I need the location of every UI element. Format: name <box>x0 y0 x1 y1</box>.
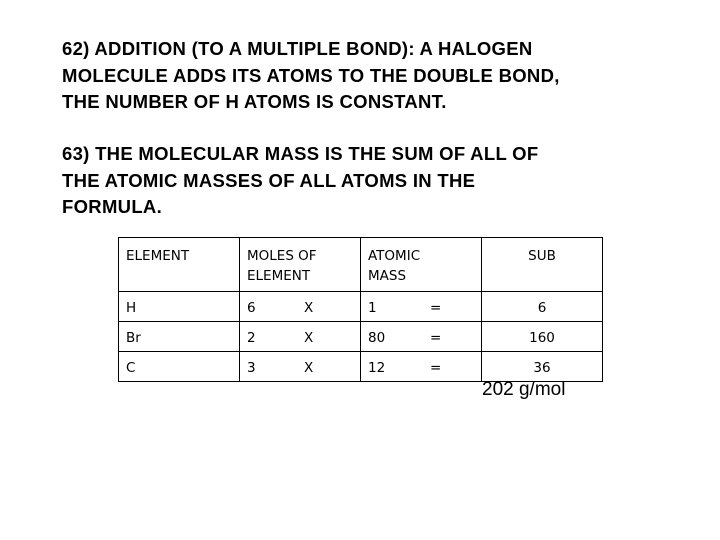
table-row <box>119 352 603 382</box>
cell-mass <box>361 292 482 322</box>
paragraph-63-line-2: THE ATOMIC MASSES OF ALL ATOMS IN THE <box>62 169 476 191</box>
header-sub <box>482 238 603 292</box>
atomic-mass-value: 1 <box>368 300 377 316</box>
moles-value: 3 <box>247 360 256 376</box>
header-element <box>119 238 240 292</box>
element-symbol: Br <box>126 330 141 346</box>
element-symbol: H <box>126 300 137 316</box>
atomic-mass-value: 12 <box>368 360 386 376</box>
cell-mass <box>361 352 482 382</box>
header-moles-line-1: MOLES OF <box>247 248 317 264</box>
table-row <box>119 292 603 322</box>
molecular-mass-table <box>118 237 603 382</box>
cell-sub <box>482 352 603 382</box>
cell-sub <box>482 292 603 322</box>
paragraph-62-line-1: 62) ADDITION (TO A MULTIPLE BOND): A HALOGEN <box>62 38 533 59</box>
element-symbol: C <box>126 360 136 376</box>
subtotal-value: 160 <box>529 330 555 346</box>
equals-sign: = <box>430 300 442 316</box>
header-atomic-mass <box>361 238 482 292</box>
cell-element <box>119 352 240 382</box>
paragraph-63-line-1: 63) THE MOLECULAR MASS IS THE SUM OF ALL OF <box>62 143 539 164</box>
moles-value: 6 <box>247 300 256 316</box>
total-molecular-mass: 202 g/mol <box>482 379 566 400</box>
header-moles-line-2: ELEMENT <box>247 268 311 284</box>
cell-sub <box>482 322 603 352</box>
subtotal-value: 36 <box>533 360 551 376</box>
equals-sign: = <box>430 360 442 376</box>
cell-moles <box>240 352 361 382</box>
paragraph-62-line-3: THE NUMBER OF H ATOMS IS CONSTANT. <box>62 91 447 112</box>
paragraph-63 <box>62 141 662 221</box>
header-element-label: ELEMENT <box>126 248 190 264</box>
atomic-mass-value: 80 <box>368 330 386 346</box>
multiply-sign: X <box>304 330 314 346</box>
header-mass-line-1: ATOMIC <box>368 248 421 264</box>
multiply-sign: X <box>304 300 314 316</box>
header-mass-line-2: MASS <box>368 268 407 284</box>
table-row <box>119 322 603 352</box>
multiply-sign: X <box>304 360 314 376</box>
table-header-row <box>119 238 603 292</box>
paragraph-62 <box>62 36 662 116</box>
cell-element <box>119 292 240 322</box>
paragraph-62-line-2: MOLECULE ADDS ITS ATOMS TO THE DOUBLE BOND, <box>62 64 560 86</box>
cell-element <box>119 322 240 352</box>
subtotal-value: 6 <box>537 300 547 316</box>
header-moles <box>240 238 361 292</box>
cell-moles <box>240 322 361 352</box>
cell-moles <box>240 292 361 322</box>
equals-sign: = <box>430 330 442 346</box>
paragraph-63-line-3: FORMULA. <box>62 196 163 217</box>
cell-mass <box>361 322 482 352</box>
header-sub-label: SUB <box>528 248 556 264</box>
moles-value: 2 <box>247 330 256 346</box>
